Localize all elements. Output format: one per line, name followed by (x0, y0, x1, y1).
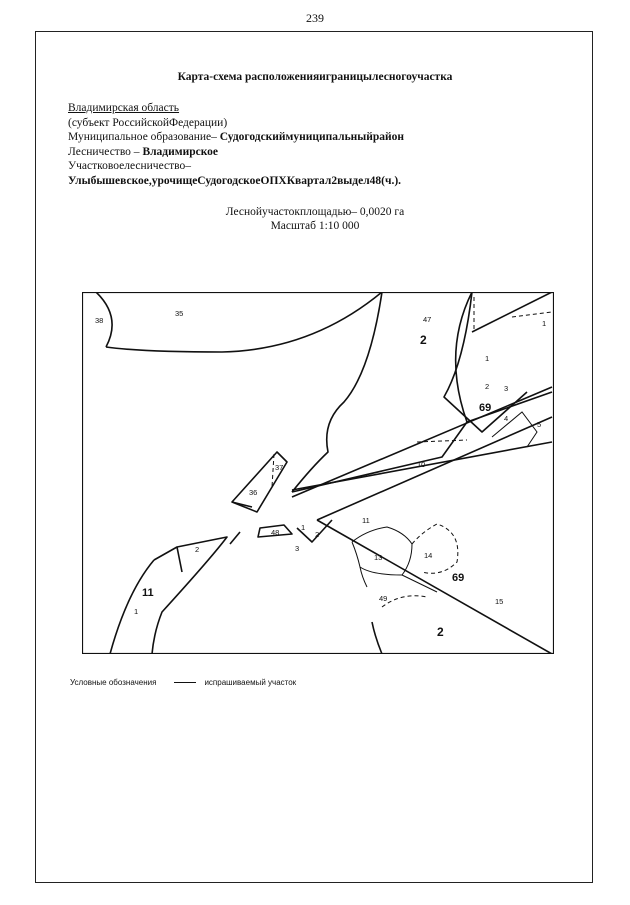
map-label: 2 (437, 625, 444, 639)
dashed-lines (272, 297, 552, 607)
map-label: 14 (424, 551, 433, 560)
region-note: (субъект РоссийскойФедерации) (68, 116, 228, 129)
map-label: 11 (362, 516, 370, 525)
inner-lines (352, 412, 537, 592)
map-label: 1 (301, 523, 306, 532)
map-label: 10 (417, 460, 426, 469)
map-border (83, 293, 554, 654)
legend (70, 678, 296, 687)
map-label: 47 (423, 315, 432, 324)
legend-label: Условные обозначения (70, 678, 157, 687)
map-label: 5 (537, 420, 542, 429)
municipality-line (68, 130, 404, 145)
map-label: 3 (504, 384, 509, 393)
area-block (0, 205, 630, 233)
district-value: Улыбышевское,урочищеСудогодскоеОПХКвартал2выдел48(ч.). (68, 174, 402, 187)
map-label: 38 (95, 316, 104, 325)
map-label: 69 (479, 402, 492, 414)
map-labels (95, 309, 546, 639)
map-label: 3 (295, 544, 300, 553)
map-label: 11 (142, 587, 154, 599)
forestry-label: Лесничество – (68, 145, 140, 158)
area-text: Леснойучастокплощадью– 0,0020 га (225, 206, 405, 218)
map-label: 35 (175, 309, 184, 318)
map-label: 13 (374, 553, 383, 562)
forestry-line (68, 145, 404, 160)
map-label: 15 (495, 597, 504, 606)
map-label: 37 (275, 463, 284, 472)
map-label: 69 (452, 572, 465, 584)
map-title: Карта-схема расположенияиграницылесногоучастка (177, 71, 453, 83)
map-label: 48 (271, 528, 280, 537)
district-label: Участковоелесничество– (68, 160, 191, 173)
parcel-boundaries (96, 292, 552, 654)
map-label: 1 (485, 354, 490, 363)
map-label: 1 (134, 607, 139, 616)
scale-text: Масштаб 1:10 000 (270, 220, 360, 232)
legend-item: испрашиваемый участок (204, 678, 297, 687)
map-label: 49 (379, 594, 388, 603)
map-label: 2 (315, 530, 320, 539)
forestry-value: Владимирское (142, 145, 219, 158)
map-label: 2 (420, 333, 427, 347)
municipality-value: Судогодскиймуниципальныйрайон (219, 131, 405, 144)
page-number: 239 (306, 11, 324, 25)
map-label: 4 (504, 414, 509, 423)
map-label: 2 (485, 382, 490, 391)
map-label: 1 (542, 319, 547, 328)
map-label: 2 (195, 545, 200, 554)
location-info (68, 101, 404, 189)
region-name: Владимирская область (68, 102, 180, 114)
map-label: 36 (249, 488, 258, 497)
legend-line-swatch (174, 682, 196, 683)
municipality-label: Муниципальное образование– (68, 131, 217, 144)
forest-map (82, 292, 554, 654)
